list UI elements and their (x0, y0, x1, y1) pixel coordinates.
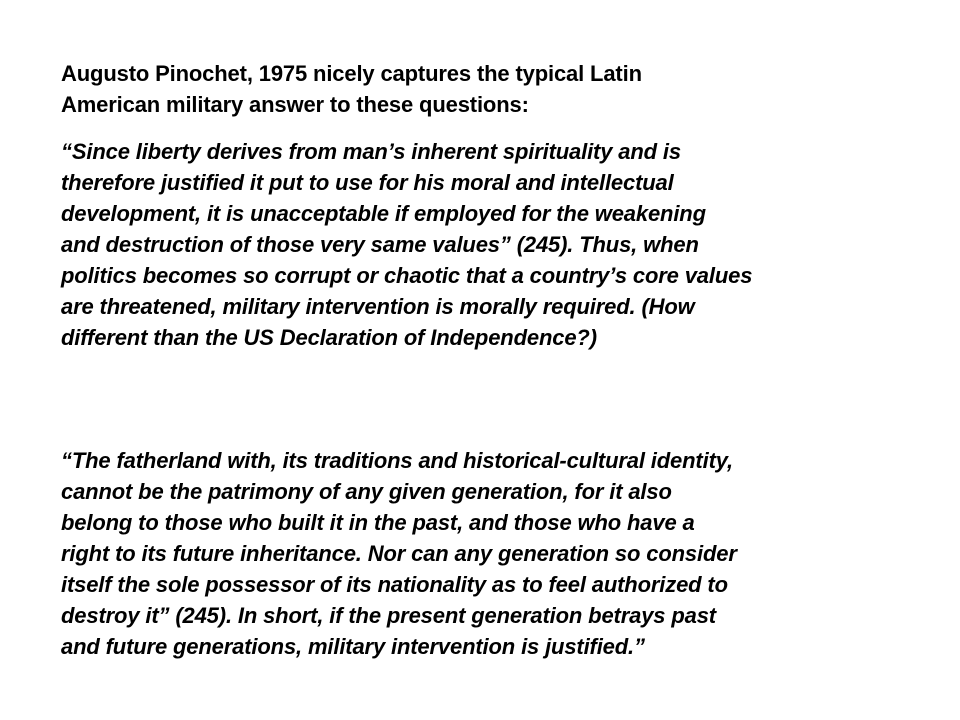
liberty-quote-paragraph (61, 136, 921, 353)
quote-line: belong to those who built it in the past, and those who have a (61, 510, 695, 535)
intro-line: American military answer to these questions: (61, 92, 529, 117)
quote-line: “The fatherland with, its traditions and historical-cultural identity, (61, 448, 733, 473)
quote-line: and destruction of those very same values” (245). Thus, when (61, 232, 699, 257)
quote-line: “Since liberty derives from man’s inherent spirituality and is (61, 139, 681, 164)
quote-line: itself the sole possessor of its nationality as to feel authorized to (61, 572, 728, 597)
intro-line: Augusto Pinochet, 1975 nicely captures the typical Latin (61, 61, 642, 86)
quote-line: different than the US Declaration of Independence?) (61, 325, 597, 350)
quote-line: and future generations, military intervention is justified.” (61, 634, 645, 659)
quote-line: right to its future inheritance. Nor can any generation so consider (61, 541, 737, 566)
quote-line: destroy it” (245). In short, if the present generation betrays past (61, 603, 716, 628)
quote-line: cannot be the patrimony of any given generation, for it also (61, 479, 672, 504)
intro-paragraph (61, 58, 921, 120)
fatherland-quote-paragraph (61, 445, 921, 662)
quote-line: are threatened, military intervention is morally required. (How (61, 294, 695, 319)
quote-line: development, it is unacceptable if employed for the weakening (61, 201, 706, 226)
quote-line: therefore justified it put to use for his moral and intellectual (61, 170, 674, 195)
quote-line: politics becomes so corrupt or chaotic that a country’s core values (61, 263, 753, 288)
